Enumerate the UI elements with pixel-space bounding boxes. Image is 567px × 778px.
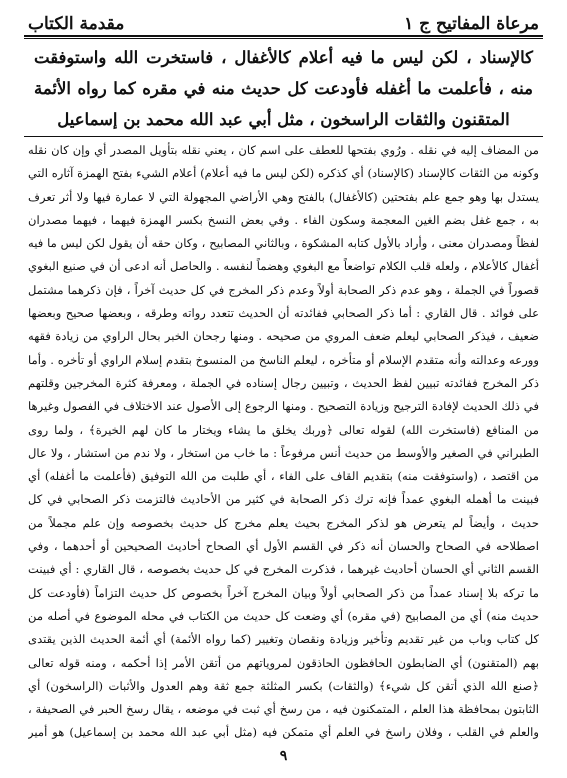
section-title: مقدمة الكتاب (28, 14, 125, 34)
page-number: ٩ (279, 748, 288, 764)
book-title: مرعاة المفاتيح ج ١ (404, 14, 539, 34)
header-rule-thin (24, 38, 543, 39)
matn-separator (24, 136, 543, 137)
running-header (28, 6, 539, 34)
commentary-block (28, 139, 539, 745)
commentary-text: من المضاف إليه في نقله . ورُوي بفتحها للعطف على اسم كان ، يعني نقله بتأويل المصدر أي وإن كان نقله وكونه من الثقات كالإسناد (كالإسناد) أي كذكره (لكن ليس ما فيه أعلام) أعلام الشيء بفتح الهمزة آثاره التي يستدل بها وهو جمع علم بفتحتين (كالأغفال) بالفتح وهي الأراضي المجهولة التي لا عمارة فيها ولا أثر تعرف به ، جمع غفل بضم الغين المعجمة وسكون الفاء . وفي بعض النسخ بكسر الهمزة فيهما ، فيهما مصدران لفظاً ومصدران معنى ، وأراد بالأول كتابه المشكوة ، وبالثاني المصابيح ، وكان حقه أن يقول لكن ليس ما فيه أغفال كالأعلام ، ولعله قلب الكلام تواضعاً مع البغوي وهضماً لنفسه . والحاصل أنه ادعى أن في صنيع البغوي قصوراً في الجملة ، وهو عدم ذكر الصحابة أولاً وعدم ذكر المخرج في كل حديث آخراً ، فإن ذكرهما مشتمل على فوائد . قال القاري : أما ذكر الصحابي ففائدته أن الحديث تتعدد رواته وطرقه ، وبعضها صحيح وبعضها ضعيف ، فيذكر الصحابي ليعلم ضعف المروي من صحيحه . ومنها رجحان الخبر بحال الراوي من زيادة فقهه وورعه وعدالته وأنه متقدم الإسلام أو متأخره ، ليعلم الناسخ من المنسوخ بتقدم إسلام الراوي أو تأخره . وأما ذكر المخرج ففائدته تبيين لفظ الحديث ، وتبيين رجال إسناده في الجملة ، ومعرفة كثرة المخرجين وقلتهم في ذلك الحديث لإفادة الترجيح وزيادة التصحيح . ومنها الرجوع إلى الأصول عند الاختلاف في الفصول وغيرها من المنافع (فاستخرت الله) لقوله تعالى ﴿وربك يخلق ما يشاء ويختار ما كان لهم الخيرة﴾ ، ولما روى الطبراني في الصغير والأوسط من حديث أنس مرفوعاً : ما خاب من استخار ، ولا ندم من استشار ، ولا عال من اقتصد ، (واستوفقت منه) بتقديم القاف على الفاء ، أي طلبت من الله التوفيق (فأعلمت ما أغفله) أي فبينت ما أهمله البغوي عمداً فإنه ترك ذكر الصحابة في كثير من الأحاديث فالتزمت ذكر الصحابي في كل حديث ، وأيضاً لم يتعرض هو لذكر المخرج بحيث يعلم مخرج كل حديث بخصوصه وإن علم مجملاً من اصطلاحه في الصحاح والحسان أنه ذكر في القسم الأول أي الصحاح أحاديث الصحيحين أو أحدهما ، وفي القسم الثاني أي الحسان أحاديث غيرهما ، فذكرت المخرج في كل حديث بخصوصه ، قال القاري : أي فبينت ما تركه بلا إسناد عمداً من ذكر الصحابي أولاً وبيان المخرج آخراً بخصوص كل حديث التزاماً (فأودعت كل حديث منه) أي من المصابيح (في مقره) أي وضعت كل حديث من الكتاب في محله الموضوع في أصله من كل كتاب وباب من غير تقديم وتأخير وزيادة ونقصان وتغيير (كما رواه الأئمة) أي أئمة الحديث الذين يقتدى بهم (المتقنون) أي الضابطون الحافظون الحاذقون لمروياتهم من أتقن الأمر إذا أحكمه ، ومنه قوله تعالى ﴿صنع الله الذي أتقن كل شيء﴾ (والثقات) بكسر المثلثة جمع ثقة وهم العدول والأثبات (الراسخون) أي الثابتون بمحافظة هذا العلم ، المتمكنون فيه ، من رسخ أي ثبت في موضعه ، يقال رسخ الحبر في الصحيفة ، والعلم في القلب ، وفلان راسخ في العلم أي متمكن فيه (مثل أبي عبد الله محمد بن إسماعيل) هو أمير (28, 143, 539, 740)
header-rule (24, 35, 543, 37)
matn-text: كالإسناد ، لكن ليس ما فيه أعلام كالأغفال ، فاستخرت الله واستوفقت منه ، فأعلمت ما أغفله فأودعت كل حديث منه في مقره كما رواه الأئمة المتقنون والثقات الراسخون ، مثل أبي عبد الله محمد بن إسماعيل (34, 48, 533, 129)
